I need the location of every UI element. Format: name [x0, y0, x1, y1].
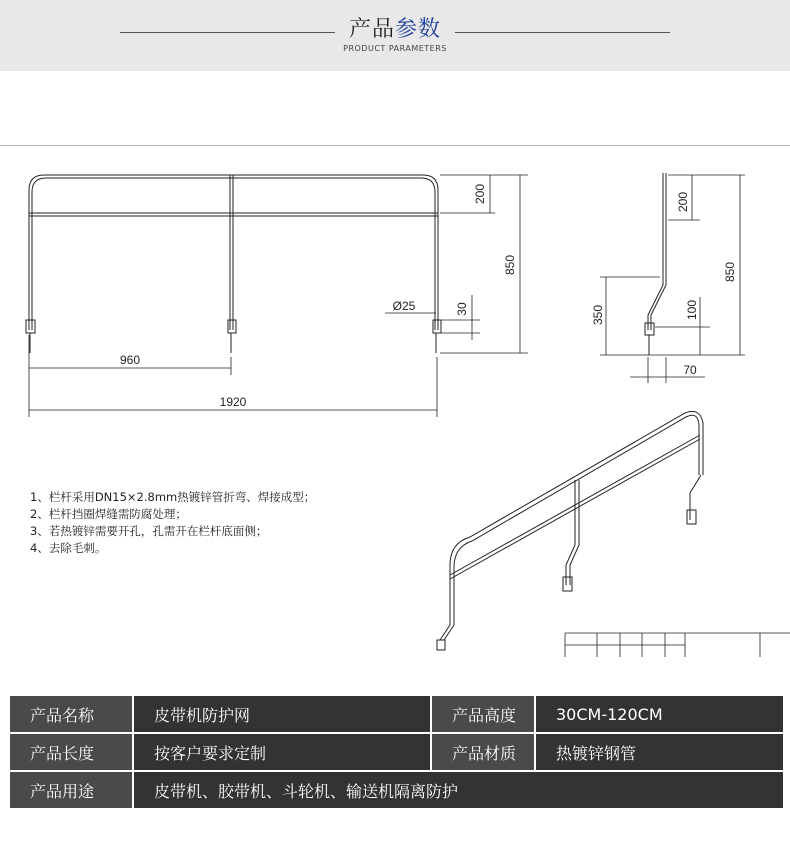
note-item: 3、若热镀锌需要开孔，孔需开在栏杆底面侧； [30, 524, 268, 538]
front-dim-1920: 1920 [219, 395, 247, 409]
spec-value-length: 按客户要求定制 [133, 733, 431, 771]
isometric-floor-grid [565, 633, 790, 657]
note-item: 2、栏杆挡圈焊缝需防腐处理； [30, 507, 187, 521]
spec-row [9, 771, 784, 809]
technical-drawing [0, 145, 790, 685]
spec-label-use: 产品用途 [9, 771, 133, 809]
spec-value-material: 热镀锌钢管 [535, 733, 784, 771]
side-dim-70: 70 [683, 363, 697, 377]
front-view-dimensions [29, 175, 528, 417]
front-dim-30: 30 [455, 302, 469, 316]
note-item: 4、去除毛刺。 [30, 541, 107, 555]
note-item: 1、栏杆采用DN15×2.8mm热镀锌管折弯、焊接成型； [30, 490, 316, 504]
spec-row [9, 733, 784, 771]
page-subtitle: PRODUCT PARAMETERS [343, 44, 447, 53]
front-dim-960: 960 [119, 353, 141, 367]
spec-value-height: 30CM-120CM [535, 695, 784, 733]
spec-label-height: 产品高度 [431, 695, 535, 733]
spec-value-use: 皮带机、胶带机、斗轮机、输送机隔离防护 [133, 771, 784, 809]
page-title-accent: 参数 [395, 17, 442, 42]
spec-value-name: 皮带机防护网 [133, 695, 431, 733]
spec-label-material: 产品材质 [431, 733, 535, 771]
side-dim-200: 200 [676, 191, 690, 213]
side-dim-350: 350 [591, 304, 605, 326]
drawing-canvas [0, 145, 790, 685]
spec-label-name: 产品名称 [9, 695, 133, 733]
page-title: 产品参数 [348, 17, 442, 42]
front-dim-diameter: Ø25 [392, 299, 416, 313]
front-view-rail [26, 175, 441, 353]
page-header [0, 0, 790, 71]
front-dim-200: 200 [473, 183, 487, 205]
spec-table [8, 694, 785, 810]
side-dim-850: 850 [723, 261, 737, 283]
spec-row [9, 695, 784, 733]
side-view-rail [645, 173, 666, 355]
technical-notes [30, 489, 315, 557]
spec-label-length: 产品长度 [9, 733, 133, 771]
side-dim-100: 100 [685, 299, 699, 321]
front-dim-850: 850 [503, 254, 517, 276]
isometric-view-rail [437, 411, 703, 650]
